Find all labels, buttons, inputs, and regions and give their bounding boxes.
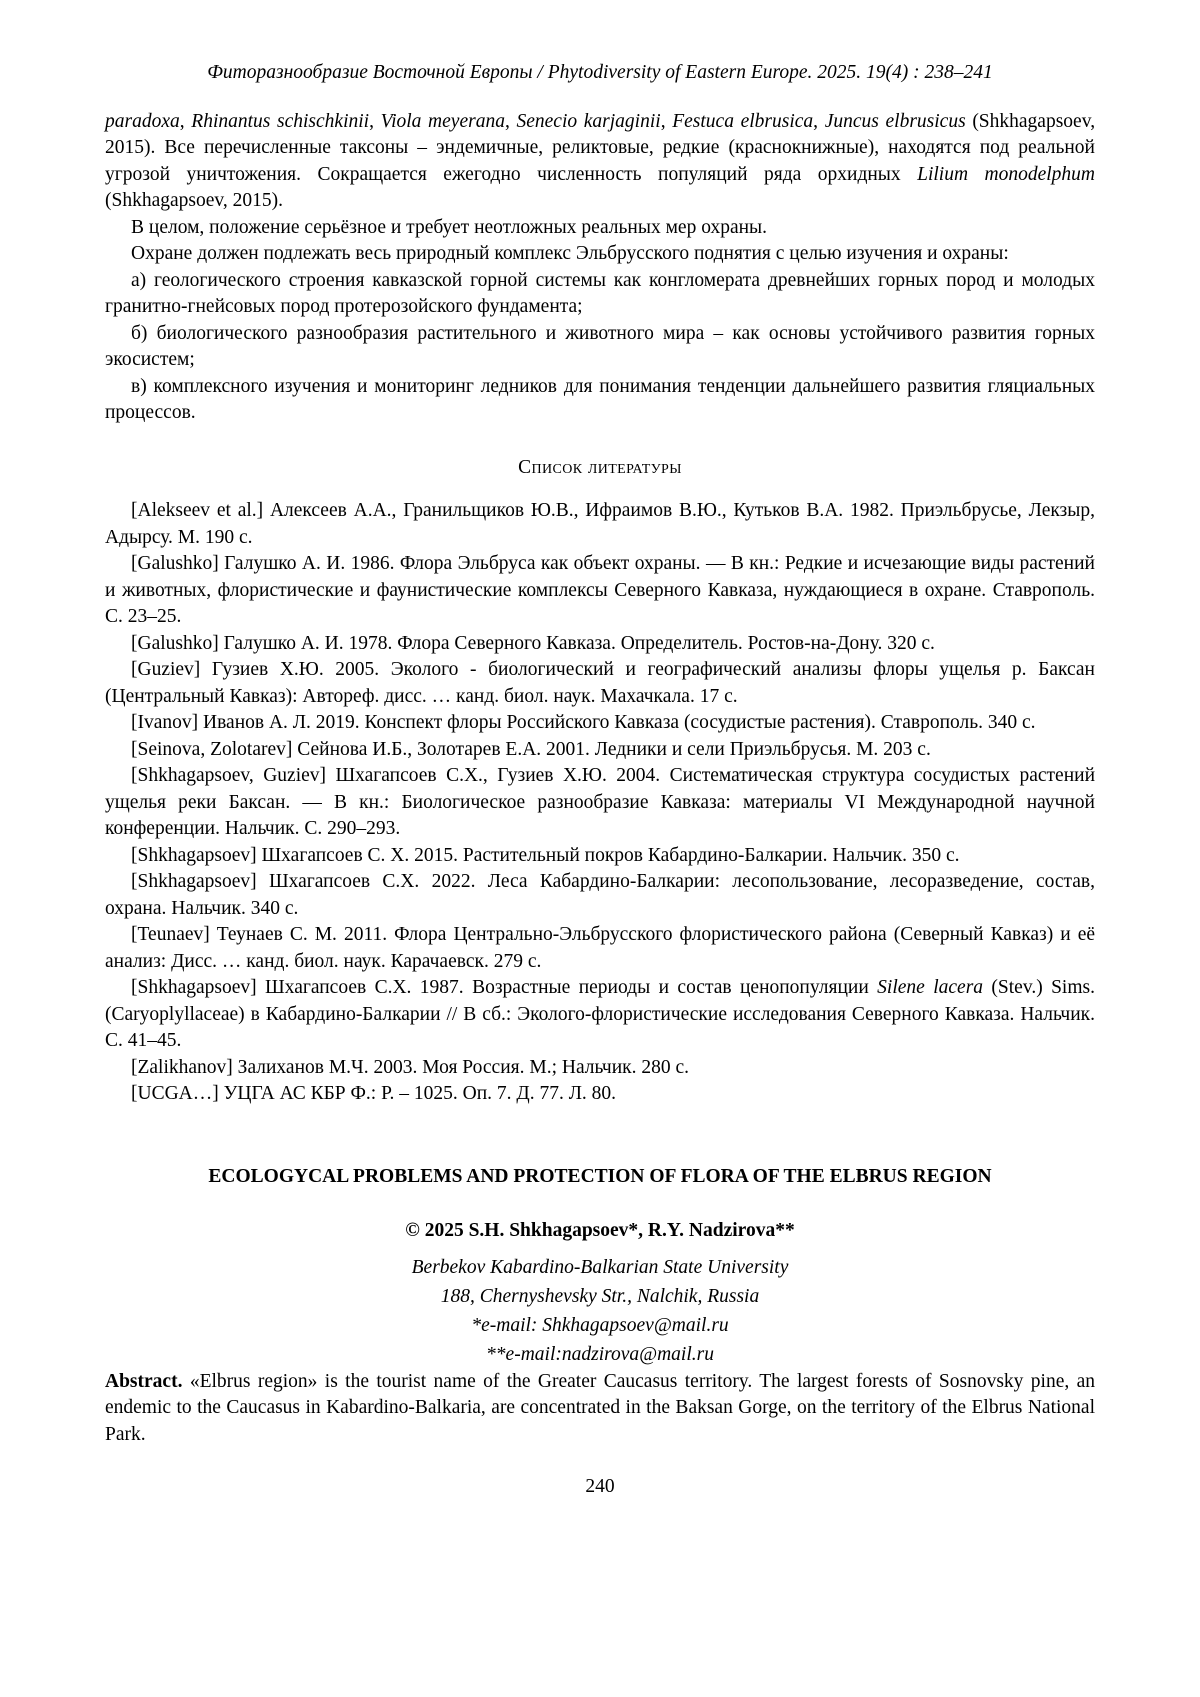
list-item-b-biodiversity <box>105 321 1095 374</box>
text-run: (Shkhagapsoev, 2015). <box>105 190 283 211</box>
page-number: 240 <box>585 1476 615 1497</box>
reference-seinova-zolotarev-2001 <box>105 737 1095 764</box>
reference-teunaev-2011 <box>105 922 1095 975</box>
paragraph-overall-situation <box>105 215 1095 242</box>
text-run: Охране должен подлежать весь природный комплекс Эльбрусского поднятия с целью изучения и охраны: <box>131 243 1009 264</box>
affiliation-address: 188, Chernyshevsky Str., Nalchik, Russia <box>440 1285 760 1307</box>
reference-shkhagapsoev-guziev-2004 <box>105 763 1095 843</box>
reference-shkhagapsoev-2015 <box>105 843 1095 870</box>
reference-shkhagapsoev-1987 <box>105 975 1095 1055</box>
references-list <box>105 498 1095 1108</box>
reference-zalikhanov-2003 <box>105 1055 1095 1082</box>
reference-galushko-1978 <box>105 631 1095 658</box>
text-run: б) биологического разнообразия растительного и животного мира – как основы устойчивого развития горных экосистем; <box>105 322 1095 370</box>
text-run: [Zalikhanov] Залиханов М.Ч. 2003. Моя Россия. М.; Нальчик. 280 с. <box>131 1056 690 1078</box>
text-run: , <box>369 110 381 132</box>
text-run: Senecio karjaginii <box>516 110 661 132</box>
reference-ivanov-2019 <box>105 710 1095 737</box>
text-run: Abstract. <box>105 1370 183 1392</box>
text-run: , <box>660 110 673 132</box>
text-run: [Shkhagapsoev] Шхагапсоев С. Х. 2015. Растительный покров Кабардино-Балкарии. Нальчик. 350 с. <box>131 844 960 866</box>
text-run: «Elbrus region» is the tourist name of the Greater Caucasus territory. The largest forests of Sosnovsky pine, an endemic to the Caucasus in Kabardino-Balkaria, are concentrated in the Baksan Gorge, on the territory of the Elbrus National Park. <box>105 1370 1095 1445</box>
reference-galushko-1986 <box>105 551 1095 631</box>
abstract-paragraph <box>105 1369 1095 1449</box>
copyright-authors-line: © 2025 S.H. Shkhagapsoev*, R.Y. Nadzirova** <box>405 1220 795 1241</box>
reference-shkhagapsoev-2022 <box>105 869 1095 922</box>
text-run: , <box>504 110 517 132</box>
affiliation-email-primary: *e-mail: Shkhagapsoev@mail.ru <box>471 1314 729 1336</box>
paragraph-endemic-taxa <box>105 109 1095 215</box>
text-run: [Shkhagapsoev, Guziev] Шхагапсоев С.Х., Гузиев Х.Ю. 2004. Систематическая структура сосудистых растений ущелья реки Баксан. — В кн.: Биологическое разнообразие Кавказа: материалы VI Международной научной конференции. Нальчик. С. 290–293. <box>105 765 1095 839</box>
text-run: [Guziev] Гузиев Х.Ю. 2005. Эколого - биологический и географический анализы флоры ущелья р. Баксан (Центральный Кавказ): Автореф. дисс. … канд. биол. наук. Махачкала. 17 с. <box>105 659 1095 707</box>
text-run: в) комплексного изучения и мониторинг ледников для понимания тенденции дальнейшего развития гляциальных процессов. <box>105 375 1095 423</box>
english-article-title: ECOLOGYCAL PROBLEMS AND PROTECTION OF FLORA OF THE ELBRUS REGION <box>208 1165 992 1187</box>
text-run: а) геологического строения кавказской горной системы как конгломерата древнейших горных пород и молодых гранитно-гнейсовых пород протерозойского фундамента; <box>105 269 1095 317</box>
text-run: (Shkhagapsoev, 2015). Все перечисленные таксоны – эндемичные, реликтовые, редкие (краснокнижные), находятся под реальной угрозой уничтожения. Сокращается ежегодно численность популяций ряда орхидных <box>105 110 1096 185</box>
text-run: [UCGA…] УЦГА АС КБР Ф.: Р. – 1025. Оп. 7. Д. 77. Л. 80. <box>131 1083 617 1104</box>
reference-alekseev-1982 <box>105 498 1095 551</box>
references-heading: Список литературы <box>518 456 682 478</box>
reference-guziev-2005 <box>105 657 1095 710</box>
text-run: Lilium monodelphum <box>917 163 1095 185</box>
text-run: Viola meyerana <box>380 110 505 132</box>
list-item-v-glaciers <box>105 374 1095 427</box>
text-run: [Ivanov] Иванов А. Л. 2019. Конспект флоры Российского Кавказа (сосудистые растения). Ставрополь. 340 с. <box>131 712 1036 733</box>
text-run: Juncus elbrusicus <box>824 110 966 132</box>
text-run: [Shkhagapsoev] Шхагапсоев С.Х. 1987. Возрастные периоды и состав ценопопуляции <box>131 977 878 998</box>
paragraph-protection-goals <box>105 241 1095 268</box>
body-paragraphs-container <box>105 109 1095 427</box>
text-run: В целом, положение серьёзное и требует неотложных реальных мер охраны. <box>131 216 768 238</box>
text-run: [Seinova, Zolotarev] Сейнова И.Б., Золотарев Е.А. 2001. Ледники и сели Приэльбрусья. М. 203 с. <box>131 738 931 760</box>
text-run: Rhinantus schischkinii <box>191 110 370 132</box>
text-run: paradoxa <box>105 110 180 132</box>
affiliation-email-secondary: **e-mail:nadzirova@mail.ru <box>486 1343 714 1365</box>
text-run: [Alekseev et al.] Алексеев А.А., Гранильщиков Ю.В., Ифраимов В.Ю., Кутьков В.А. 1982. Приэльбрусье, Лекзыр, Адырсу. М. 190 с. <box>105 500 1095 548</box>
text-run: (Stev.) Sims. (Caryoplyllaceae) в Кабардино-Балкарии // В сб.: Эколого-флористические исследования Северного Кавказа. Нальчик. С. 41–45. <box>105 977 1095 1051</box>
text-run: Silene lacera <box>877 977 984 998</box>
reference-ucga <box>105 1081 1095 1108</box>
text-run: , <box>813 110 825 132</box>
running-head: Фиторазнообразие Восточной Европы / Phytodiversity of Eastern Europe. 2025. 19(4) : 238–241 <box>207 62 993 83</box>
text-run: [Teunaev] Теунаев С. М. 2011. Флора Центрально-Эльбрусского флористического района (Северный Кавказ) и её анализ: Дисс. … канд. биол. наук. Карачаевск. 279 с. <box>105 924 1095 972</box>
text-run: , <box>179 110 192 132</box>
affiliation-block <box>105 1253 1095 1369</box>
list-item-a-geology <box>105 268 1095 321</box>
text-run: [Galushko] Галушко А. И. 1978. Флора Северного Кавказа. Определитель. Ростов-на-Дону. 320 с. <box>131 632 935 654</box>
text-run: [Shkhagapsoev] Шхагапсоев С.Х. 2022. Леса Кабардино-Балкарии: лесопользование, лесоразведение, состав, охрана. Нальчик. 340 с. <box>105 871 1095 919</box>
text-run: [Galushko] Галушко А. И. 1986. Флора Эльбруса как объект охраны. — В кн.: Редкие и исчезающие виды растений и животных, флористические и фаунистические комплексы Северного Кавказа, нуждающиеся в охране. Ставрополь. С. 23–25. <box>105 553 1095 627</box>
affiliation-university: Berbekov Kabardino-Balkarian State University <box>411 1256 789 1278</box>
text-run: Festuca elbrusica <box>672 110 814 132</box>
